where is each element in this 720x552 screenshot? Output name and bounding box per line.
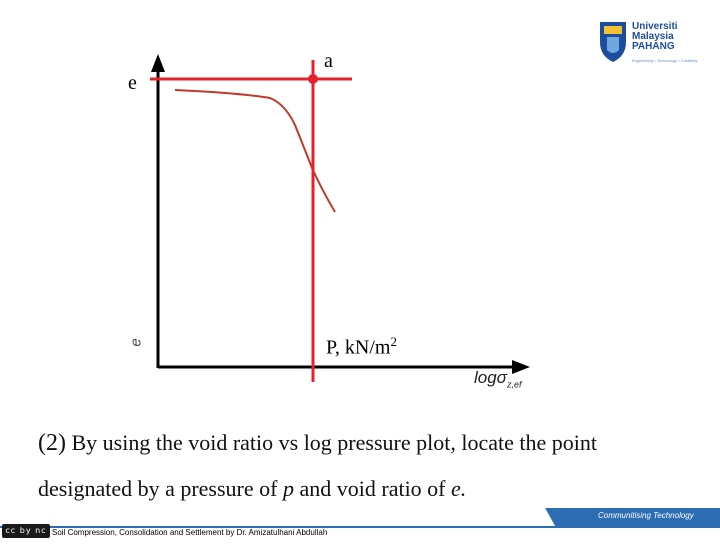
void-ratio-label: e <box>128 72 137 94</box>
y-axis-title: e <box>127 338 145 347</box>
point-a-marker <box>308 74 318 84</box>
footer-credit: Soil Compression, Consolidation and Settlement by Dr. Amizatulhani Abdullah <box>52 528 328 537</box>
x-axis-title-main: logσ <box>474 368 507 387</box>
x-axis-title <box>474 368 521 389</box>
pressure-label <box>326 334 397 360</box>
point-a-label: a <box>324 50 333 72</box>
logo-tagline: Engineering • Technology • Creativity <box>632 58 698 63</box>
creative-commons-icon: cc by nc sa <box>2 524 50 538</box>
step-caption <box>38 420 688 511</box>
x-axis-title-sub: z,ef <box>506 379 522 390</box>
footer-tagline: Communitising Technology <box>598 511 694 520</box>
pressure-label-exponent: 2 <box>390 334 397 349</box>
pressure-label-text: P, kN/m <box>326 336 391 359</box>
caption-p: p <box>282 476 294 501</box>
caption-text-a: By using the void ratio vs log pressure plot, locate the point designated by a pressure of <box>38 430 597 501</box>
step-number: (2) <box>38 430 66 456</box>
logo-line-1: Universiti <box>632 21 678 32</box>
logo-line-3: PAHANG <box>632 41 675 52</box>
footer-slant <box>545 508 565 526</box>
compression-curve <box>175 90 335 212</box>
caption-text-b: and void ratio of <box>293 476 452 501</box>
caption-e: e. <box>451 476 467 501</box>
logo-line-2: Malaysia <box>632 31 674 42</box>
y-axis-arrow-icon <box>151 54 165 72</box>
